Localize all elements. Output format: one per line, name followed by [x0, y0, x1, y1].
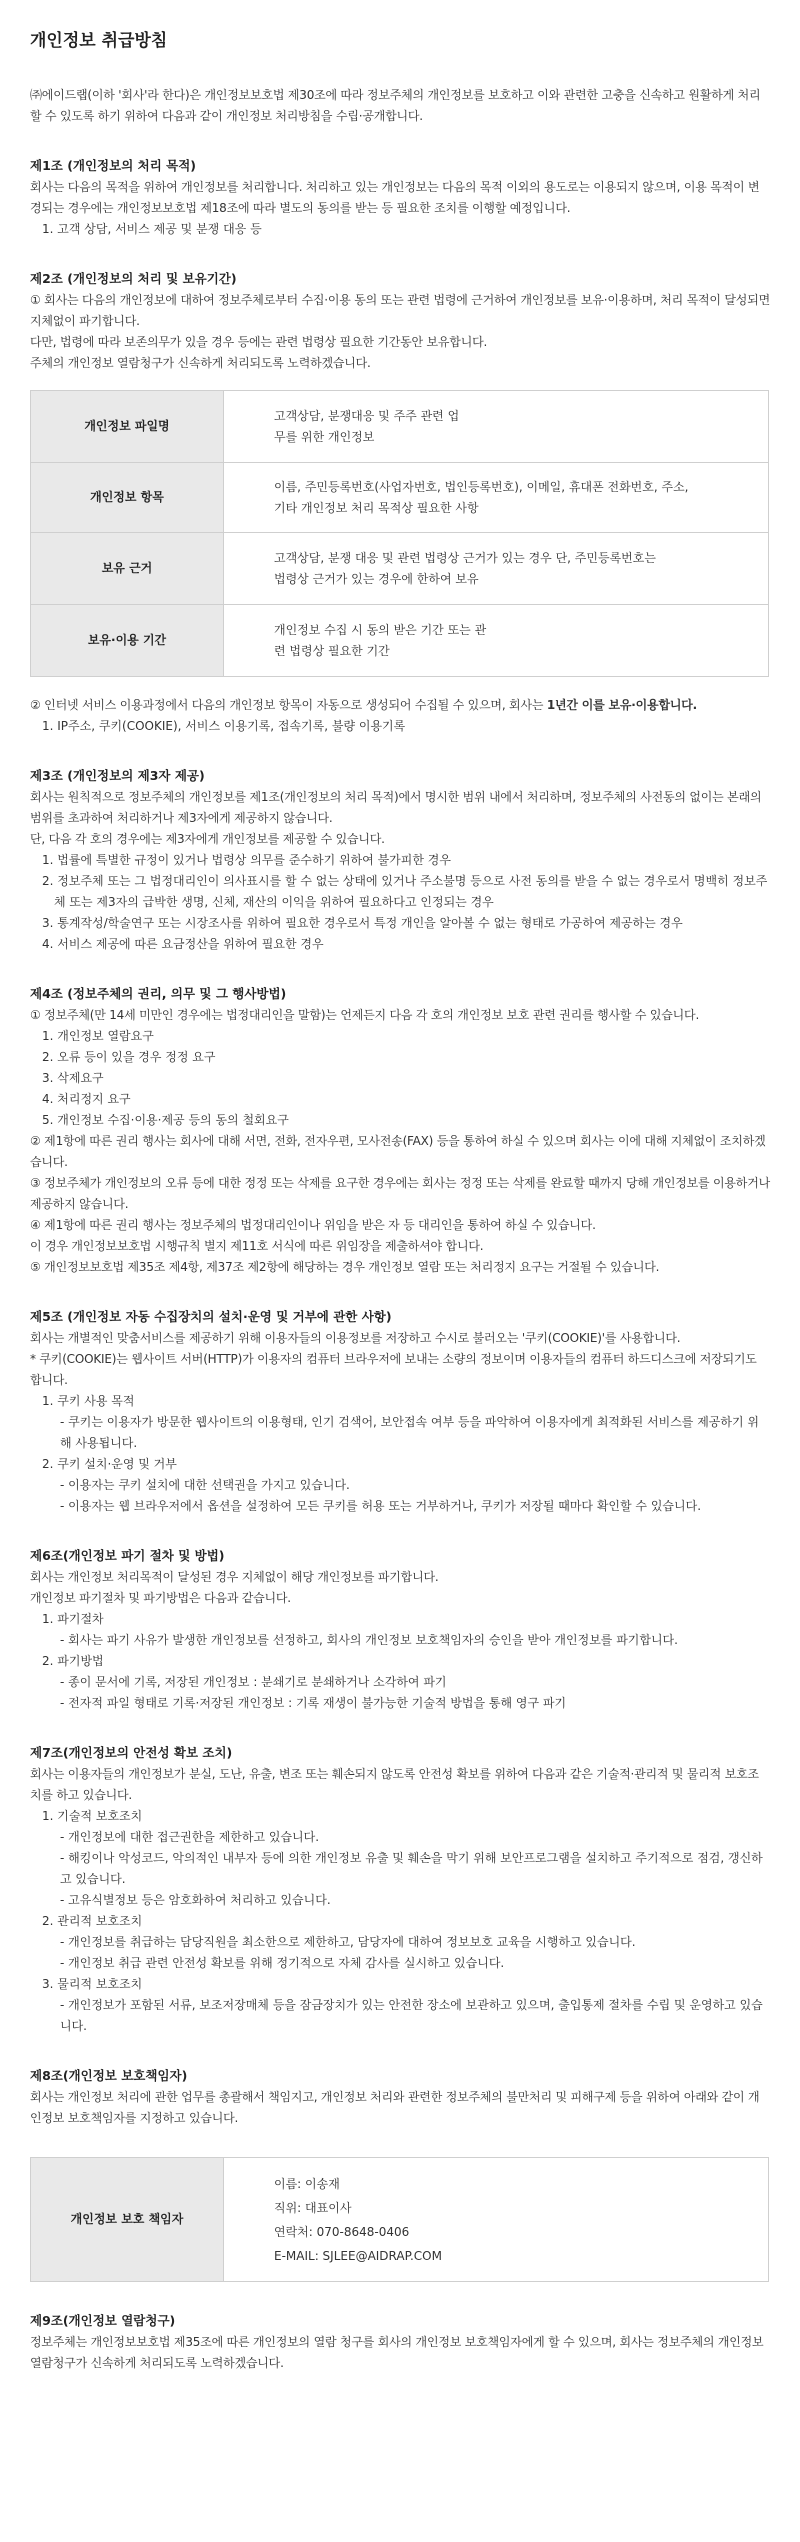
sub-item: - 개인정보 취급 관련 안전성 확보를 위해 정기적으로 자체 감사를 실시하고 있습니다.	[60, 1956, 505, 1970]
sub-item: - 종이 문서에 기록, 저장된 개인정보 : 분쇄기로 분쇄하거나 소각하여 파기	[60, 1675, 447, 1689]
section-body: 이 경우 개인정보보호법 시행규칙 별지 제11호 서식에 따른 위임장을 제출하셔야 합니다.	[30, 1239, 484, 1253]
table-row	[31, 605, 769, 677]
section-body: 회사는 다음의 목적을 위하여 개인정보를 처리합니다. 처리하고 있는 개인정보는 다음의 목적 이외의 용도로는 이용되지 않으며, 이용 목적이 변경되는 경우에는 개인정보보호법 제18조에 따라 별도의 동의를 받는 등 필요한 조치를 이행할 예정입니다.	[30, 180, 760, 215]
list-item: 3. 통계작성/학술연구 또는 시장조사를 위하여 필요한 경우로서 특정 개인을 알아볼 수 없는 형태로 가공하여 제공하는 경우	[42, 916, 683, 930]
list-item: 1. 쿠키 사용 목적	[42, 1394, 135, 1408]
intro-block	[30, 85, 770, 127]
list-item: 2. 쿠키 설치·운영 및 거부	[42, 1457, 177, 1471]
table-header-cell: 개인정보 파일명	[31, 391, 224, 463]
section-body: 정보주체는 개인정보보호법 제35조에 따른 개인정보의 열람 청구를 회사의 개인정보 보호책임자에게 할 수 있으며, 회사는 정보주체의 개인정보 열람청구가 신속하게 처리되도록 노력하겠습니다.	[30, 2335, 764, 2370]
table-row	[31, 2158, 769, 2282]
section-body: ① 회사는 다음의 개인정보에 대하여 정보주체로부터 수집·이용 동의 또는 관련 법령에 근거하여 개인정보를 보유·이용하며, 처리 목적이 달성되면 지체없이 파기합니다.	[30, 293, 770, 328]
table-cell-text: 개인정보 수집 시 동의 받은 기간 또는 관 련 법령상 필요한 기간	[274, 622, 487, 658]
sub-item: - 개인정보가 포함된 서류, 보조저장매체 등을 잠금장치가 있는 안전한 장소에 보관하고 있으며, 출입통제 절차를 수립 및 운영하고 있습니다.	[60, 1998, 763, 2033]
section-note	[30, 695, 770, 716]
section-title: 제4조 (정보주체의 권리, 의무 및 그 행사방법)	[30, 986, 287, 1001]
section-title: 제7조(개인정보의 안전성 확보 조치)	[30, 1745, 233, 1760]
table-row	[31, 533, 769, 605]
list-item: 1. 법률에 특별한 규정이 있거나 법령상 의무를 준수하기 위하여 불가피한 경우	[42, 853, 451, 867]
intro-text: ㈜에이드랩(이하 '회사'라 한다)은 개인정보보호법 제30조에 따라 정보주체의 개인정보를 보호하고 이와 관련한 고충을 신속하고 원활하게 처리할 수 있도록 하기 위하여 다음과 같이 개인정보 처리방침을 수립·공개합니다.	[30, 88, 761, 123]
section-body: * 쿠키(COOKIE)는 웹사이트 서버(HTTP)가 이용자의 컴퓨터 브라우저에 보내는 소량의 정보이며 이용자들의 컴퓨터 하드디스크에 저장되기도 합니다.	[30, 1352, 757, 1387]
retention-table	[30, 390, 769, 677]
table-header-cell: 개인정보 항목	[31, 463, 224, 533]
section-3	[30, 765, 770, 955]
section-title: 제5조 (개인정보 자동 수집장치의 설치·운영 및 거부에 관한 사항)	[30, 1309, 392, 1324]
section-1	[30, 155, 770, 240]
list-item: 2. 정보주체 또는 그 법정대리인이 의사표시를 할 수 없는 상태에 있거나 주소불명 등으로 사전 동의를 받을 수 없는 경우로서 명백히 정보주체 또는 제3자의 급박한 생명, 신체, 재산의 이익을 위하여 필요하다고 인정되는 경우	[42, 874, 768, 909]
section-title: 제1조 (개인정보의 처리 목적)	[30, 158, 197, 173]
table-cell-text: 고객상담, 분쟁대응 및 주주 관련 업 무를 위한 개인정보	[274, 408, 460, 444]
sub-item: - 고유식별정보 등은 암호화하여 처리하고 있습니다.	[60, 1893, 331, 1907]
table-cell	[224, 533, 769, 605]
section-body: 회사는 개인정보 처리에 관한 업무를 총괄해서 책임지고, 개인정보 처리와 관련한 정보주체의 불만처리 및 피해구제 등을 위하여 아래와 같이 개인정보 보호책임자를 지정하고 있습니다.	[30, 2090, 760, 2125]
sub-item: - 회사는 파기 사유가 발생한 개인정보를 선정하고, 회사의 개인정보 보호책임자의 승인을 받아 개인정보를 파기합니다.	[60, 1633, 678, 1647]
sub-item: - 이용자는 웹 브라우저에서 옵션을 설정하여 모든 쿠키를 허용 또는 거부하거나, 쿠키가 저장될 때마다 확인할 수 있습니다.	[60, 1499, 702, 1513]
list-item: 1. 파기절차	[42, 1612, 104, 1626]
table-cell	[224, 605, 769, 677]
section-title: 제9조(개인정보 열람청구)	[30, 2313, 176, 2328]
section-body: ④ 제1항에 따른 권리 행사는 정보주체의 법정대리인이나 위임을 받은 자 등 대리인을 통하여 하실 수 있습니다.	[30, 1218, 596, 1232]
section-body: ③ 정보주체가 개인정보의 오류 등에 대한 정정 또는 삭제를 요구한 경우에는 회사는 정정 또는 삭제를 완료할 때까지 당해 개인정보를 이용하거나 제공하지 않습니다.	[30, 1176, 770, 1211]
table-cell-text: 고객상담, 분쟁 대응 및 관련 법령상 근거가 있는 경우 단, 주민등록번호는 법령상 근거가 있는 경우에 한하여 보유	[274, 550, 656, 586]
section-6	[30, 1545, 770, 1714]
sub-item: - 쿠키는 이용자가 방문한 웹사이트의 이용형태, 인기 검색어, 보안접속 여부 등을 파악하여 이용자에게 최적화된 서비스를 제공하기 위해 사용됩니다.	[60, 1415, 759, 1450]
table-cell	[224, 463, 769, 533]
section-title: 제3조 (개인정보의 제3자 제공)	[30, 768, 205, 783]
table-cell-text: 이름: 이송재 직위: 대표이사 연락처: 070-8648-0406 E-MAIL: SJLEE@AIDRAP.COM	[274, 2176, 442, 2263]
section-body: 회사는 원칙적으로 정보주체의 개인정보를 제1조(개인정보의 처리 목적)에서 명시한 범위 내에서 처리하며, 정보주체의 사전동의 없이는 본래의 범위를 초과하여 처리하거나 제3자에게 제공하지 않습니다.	[30, 790, 762, 825]
section-body: 회사는 개인정보 처리목적이 달성된 경우 지체없이 해당 개인정보를 파기합니다.	[30, 1570, 439, 1584]
section-2	[30, 268, 770, 737]
section-4	[30, 983, 770, 1278]
table-header-cell: 개인정보 보호 책임자	[31, 2158, 224, 2282]
list-item: 1. 개인정보 열람요구	[42, 1029, 154, 1043]
sub-item: - 해킹이나 악성코드, 악의적인 내부자 등에 의한 개인정보 유출 및 훼손을 막기 위해 보안프로그램을 설치하고 주기적으로 점검, 갱신하고 있습니다.	[60, 1851, 763, 1886]
table-header-cell: 보유·이용 기간	[31, 605, 224, 677]
section-body: 다만, 법령에 따라 보존의무가 있을 경우 등에는 관련 법령상 필요한 기간동안 보유합니다.	[30, 335, 488, 349]
section-9	[30, 2310, 770, 2374]
list-item: 1. IP주소, 쿠키(COOKIE), 서비스 이용기록, 접속기록, 불량 이용기록	[42, 719, 406, 733]
list-item: 4. 처리정지 요구	[42, 1092, 131, 1106]
sub-item: - 개인정보를 취급하는 담당직원을 최소한으로 제한하고, 담당자에 대하여 정보보호 교육을 시행하고 있습니다.	[60, 1935, 636, 1949]
section-body: ① 정보주체(만 14세 미만인 경우에는 법정대리인을 말함)는 언제든지 다음 각 호의 개인정보 보호 관련 권리를 행사할 수 있습니다.	[30, 1008, 700, 1022]
section-5	[30, 1306, 770, 1517]
list-item: 2. 관리적 보호조치	[42, 1914, 143, 1928]
section-body: 주체의 개인정보 열람청구가 신속하게 처리되도록 노력하겠습니다.	[30, 356, 371, 370]
note-text: ② 인터넷 서비스 이용과정에서 다음의 개인정보 항목이 자동으로 생성되어 수집될 수 있으며, 회사는	[30, 698, 547, 712]
page-title: 개인정보 취급방침	[30, 31, 168, 51]
section-body: 회사는 개별적인 맞춤서비스를 제공하기 위해 이용자들의 이용정보를 저장하고 수시로 불러오는 '쿠키(COOKIE)'를 사용합니다.	[30, 1331, 681, 1345]
table-row	[31, 391, 769, 463]
section-body: 개인정보 파기절차 및 파기방법은 다음과 같습니다.	[30, 1591, 291, 1605]
sub-item: - 개인정보에 대한 접근권한을 제한하고 있습니다.	[60, 1830, 320, 1844]
list-item: 5. 개인정보 수집·이용·제공 등의 동의 철회요구	[42, 1113, 289, 1127]
section-title: 제6조(개인정보 파기 절차 및 방법)	[30, 1548, 225, 1563]
section-title: 제2조 (개인정보의 처리 및 보유기간)	[30, 271, 237, 286]
note-emphasis: 1년간 이를 보유·이용합니다.	[546, 698, 697, 712]
section-7	[30, 1742, 770, 2037]
table-cell	[224, 391, 769, 463]
table-row	[31, 463, 769, 533]
list-item: 1. 고객 상담, 서비스 제공 및 분쟁 대응 등	[42, 222, 262, 236]
section-body: ② 제1항에 따른 권리 행사는 회사에 대해 서면, 전화, 전자우편, 모사전송(FAX) 등을 통하여 하실 수 있으며 회사는 이에 대해 지체없이 조치하겠습니다.	[30, 1134, 766, 1169]
section-title: 제8조(개인정보 보호책임자)	[30, 2068, 188, 2083]
list-item: 1. 기술적 보호조치	[42, 1809, 143, 1823]
table-cell-text: 이름, 주민등록번호(사업자번호, 법인등록번호), 이메일, 휴대폰 전화번호, 주소, 기타 개인정보 처리 목적상 필요한 사항	[274, 479, 689, 515]
list-item: 3. 삭제요구	[42, 1071, 104, 1085]
sub-item: - 이용자는 쿠키 설치에 대한 선택권을 가지고 있습니다.	[60, 1478, 350, 1492]
list-item: 2. 오류 등이 있을 경우 정정 요구	[42, 1050, 216, 1064]
table-cell	[224, 2158, 769, 2282]
section-body: 회사는 이용자들의 개인정보가 분실, 도난, 유출, 변조 또는 훼손되지 않도록 안전성 확보를 위하여 다음과 같은 기술적·관리적 및 물리적 보호조치를 하고 있습니다.	[30, 1767, 759, 1802]
list-item: 4. 서비스 제공에 따른 요금정산을 위하여 필요한 경우	[42, 937, 324, 951]
table-header-cell: 보유 근거	[31, 533, 224, 605]
section-body: ⑤ 개인정보보호법 제35조 제4항, 제37조 제2항에 해당하는 경우 개인정보 열람 또는 처리정지 요구는 거절될 수 있습니다.	[30, 1260, 660, 1274]
section-body: 단, 다음 각 호의 경우에는 제3자에게 개인정보를 제공할 수 있습니다.	[30, 832, 385, 846]
list-item: 3. 물리적 보호조치	[42, 1977, 143, 1991]
section-8	[30, 2065, 770, 2282]
privacy-officer-table	[30, 2157, 769, 2282]
sub-item: - 전자적 파일 형태로 기록·저장된 개인정보 : 기록 재생이 불가능한 기술적 방법을 통해 영구 파기	[60, 1696, 567, 1710]
list-item: 2. 파기방법	[42, 1654, 104, 1668]
